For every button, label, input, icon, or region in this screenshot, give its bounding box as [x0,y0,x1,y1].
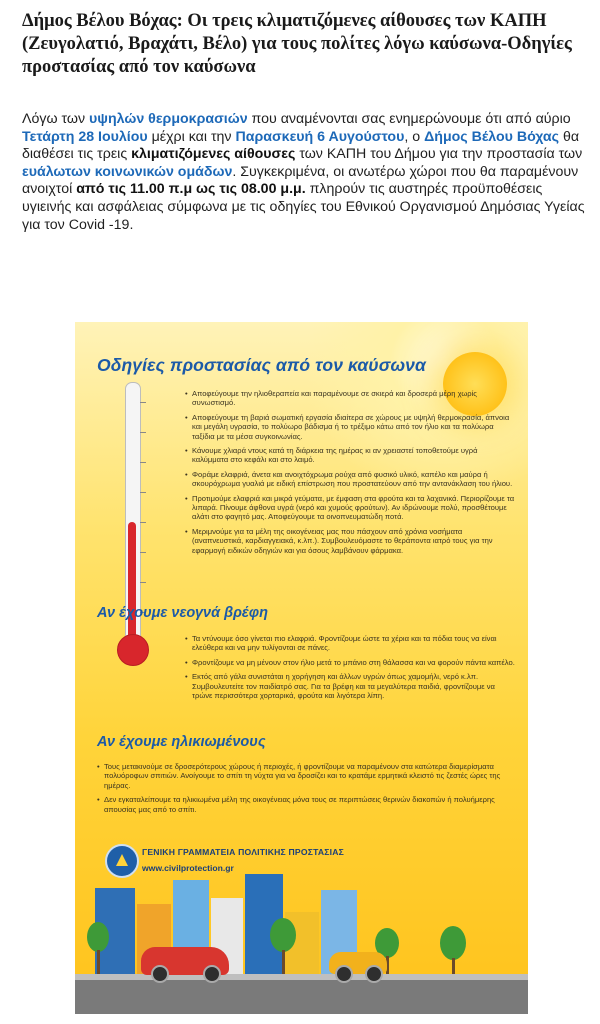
list-item: • Εκτός από γάλα συνιστάται η χορήγηση και άλλων υγρών όπως χαμομήλι, νερό κ.λπ. Συμβουλευτείτε τον παιδίατρό σας. Για τα βρέφη και τα μεγαλύτερα παιδιά, φροντίζουμε να τρώνε περισσότερα χορταρικά, φρούτα και λιγότερα λίπη. [185,672,515,700]
civil-protection-logo [105,844,139,878]
intro-highlight-temperatures: υψηλών θερμοκρασιών [89,111,248,127]
intro-text: μέχρι και την [147,128,236,145]
thermometer-tick [140,552,146,553]
tree-trunk [282,950,285,974]
intro-text: πληρούν τις αυστηρές προϋποθέσεις υγιεινής και ασφάλειας σύμφωνα με τις οδηγίες του Εθνικού Οργανισμού Δημόσιας Υγείας για τον Covid -19. [22,181,585,233]
intro-highlight-start-date: Τετάρτη 28 Ιουλίου [22,128,148,145]
thermometer-tick [140,402,146,403]
intro-bold-hours: από τις 11.00 π.μ ως τις 08.00 μ.μ. [76,181,306,198]
heatwave-poster [75,322,528,1014]
list-item: • Τα ντύνουμε όσο γίνεται πιο ελαφριά. Φροντίζουμε ώστε τα χέρια και τα πόδια τους να είναι ελεύθερα και να μην τυλίγονται σε πάνες. [185,634,515,653]
thermometer-mercury [128,522,136,644]
thermometer-bulb [117,634,149,666]
list-item: • Φροντίζουμε να μη μένουν στον ήλιο μετά το μπάνιο στη θάλασσα και να φορούν πάντα καπέλο. [185,658,515,667]
list-item: • Κάνουμε χλιαρά ντους κατά τη διάρκεια της ημέρας κι αν χρειαστεί τοποθετούμε υγρά καλύμματα στο κεφάλι και στο λαιμό. [185,446,515,465]
thermometer-tick [140,522,146,523]
article-headline: Δήμος Βέλου Βόχας: Οι τρεις κλιματιζόμενες αίθουσες των ΚΑΠΗ (Ζευγολατιό, Βραχάτι, Βέλο) για τους πολίτες λόγω καύσωνα-Οδηγίες προστασίας από τον καύσωνα [22,11,572,77]
intro-paragraph [22,111,594,234]
list-item: • Μεριμνούμε για τα μέλη της οικογένειας μας που πάσχουν από χρόνια νοσήματα (αναπνευστικά, καρδιαγγειακά, κ.λπ.). Συμβουλευόμαστε το θεράποντα ιατρό τους για την εφαρμογή ειδικών οδηγιών και για όσους λαμβάνουν φάρμακα. [185,527,515,555]
list-item: • Δεν εγκαταλείπουμε τα ηλικιωμένα μέλη της οικογένειας μόνα τους σε περιπτώσεις θερινών διακοπών ή πολυήμερης απουσίας μας από το σπίτι. [97,795,507,814]
wheel [335,965,353,983]
org-name: ΓΕΝΙΚΗ ΓΡΑΜΜΑΤΕΙΑ ΠΟΛΙΤΙΚΗΣ ΠΡΟΣΤΑΣΙΑΣ [142,847,345,857]
intro-highlight-municipality: Δήμος Βέλου Βόχας [424,128,559,145]
intro-text: . Συγκεκριμένα, οι ανωτέρω χώροι που θα παραμένουν ανοιχτοί [22,163,579,198]
poster-title: Οδηγίες προστασίας από τον καύσωνα [97,355,426,375]
thermometer-tick [140,462,146,463]
list-item: • Τους μετακινούμε σε δροσερότερους χώρους ή περιοχές, ή φροντίζουμε να παραμένουν στα κατώτερα διαμερίσματα πολυόροφων σπιτιών. Ανοίγουμε το σπίτι τη νύχτα για να δροσίζει και το κρατάμε ερμητικά κλειστό τις ζεστές ώρες της ημέρας. [97,762,507,790]
wheel [365,965,383,983]
intro-text: , ο [404,128,425,145]
tree-icon [87,922,109,952]
list-item: • Προτιμούμε ελαφριά και μικρά γεύματα, με έμφαση στα φρούτα και τα λαχανικά. Περιορίζουμε τα λιπαρά. Πίνουμε άφθονα υγρά (νερό και χυμούς φρούτων). Αν ιδρώνουμε πολύ, προσθέτουμε αλάτι στο φαγητό μας. Αποφεύγουμε τα οινοπνευματώδη ποτά. [185,494,515,522]
intro-bold-halls: κλιματιζόμενες αίθουσες [131,146,296,163]
tree-trunk [452,958,455,974]
yellow-car-icon [329,952,387,974]
intro-highlight-end-date: Παρασκευή 6 Αυγούστου [235,128,405,145]
thermometer-icon [117,382,147,682]
intro-text: των ΚΑΠΗ του Δήμου για την προστασία των [295,146,583,163]
list-item: • Φοράμε ελαφριά, άνετα και ανοιχτόχρωμα ρούχα από φυσικό υλικό, καπέλο και μαύρα ή σκουρόχρωμα γυαλιά με ειδική επίστρωση που προστατεύουν από την αντανάκλαση του ήλιου. [185,470,515,489]
wheel [151,965,169,983]
road [75,980,528,1014]
thermometer-tick [140,432,146,433]
intro-highlight-vulnerable-groups: ευάλωτων κοινωνικών ομάδων [22,163,233,180]
wheel [203,965,221,983]
intro-text: θα διαθέσει τις τρεις [22,128,580,163]
tree-trunk [97,950,100,974]
thermometer-tick [140,582,146,583]
elderly-advice-list [97,762,507,819]
tree-icon [270,918,296,952]
list-item: • Αποφεύγουμε τη βαριά σωματική εργασία ιδιαίτερα σε χώρους με υψηλή θερμοκρασία, άπνοια και μεγάλη υγρασία, το πολύωρο βάδισμα ή το τρέξιμο κάτω από τον ήλιο και τα πολύωρα ταξίδια με τα μέσα συγκοινωνίας. [185,413,515,441]
logo-triangle [116,854,128,866]
elderly-heading: Αν έχουμε ηλικιωμένους [97,734,266,750]
org-website-link[interactable]: www.civilprotection.gr [142,863,234,873]
thermometer-tick [140,492,146,493]
infants-advice-list [185,634,515,705]
list-item: • Αποφεύγουμε την ηλιοθεραπεία και παραμένουμε σε σκιερά και δροσερά μέρη χωρίς συνωστισμό. [185,389,515,408]
general-advice-list [185,389,515,560]
infants-heading: Αν έχουμε νεογνά βρέφη [97,605,268,621]
intro-text: που αναμένονται σας ενημερώνουμε ότι από αύριο [247,111,571,127]
intro-text: Λόγω των [22,111,89,127]
tree-icon [440,926,466,960]
red-car-icon [141,947,229,975]
